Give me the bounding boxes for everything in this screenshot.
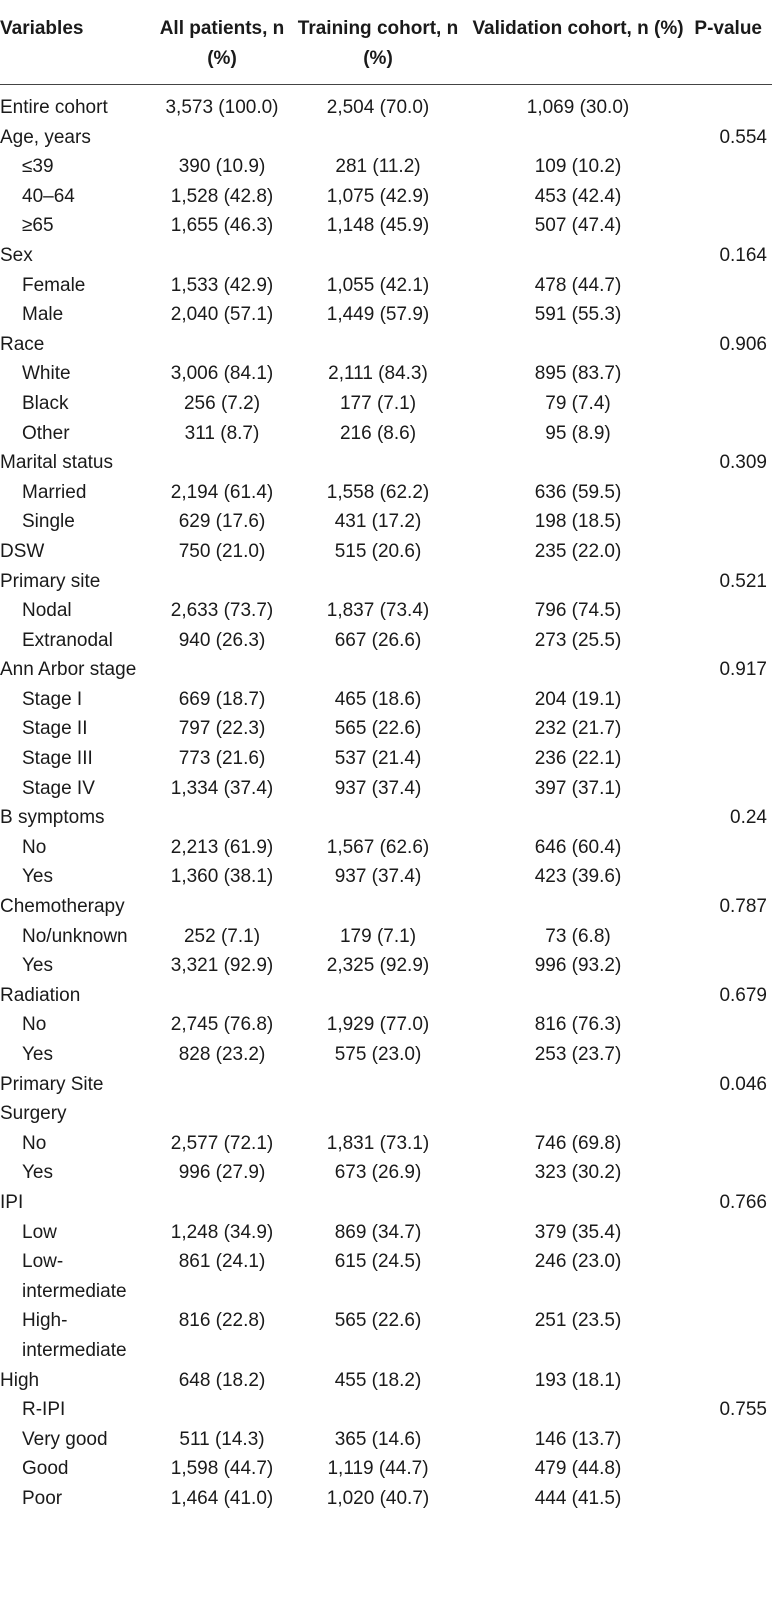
cell-validation-cohort: 232 (21.7)	[534, 718, 622, 740]
cell-p-value	[692, 211, 772, 241]
cell-validation-cohort: 236 (22.1)	[534, 748, 622, 770]
row-label: High	[0, 1369, 40, 1391]
cell-training-cohort: 2,111 (84.3)	[328, 363, 428, 385]
cell-validation-cohort: 273 (25.5)	[534, 629, 622, 651]
table-row	[0, 507, 772, 537]
cell-all-patients	[152, 330, 292, 360]
cell-p-value: 0.521	[719, 570, 767, 592]
row-label: R-IPI	[22, 1399, 66, 1421]
cell-p-value: 0.164	[719, 244, 767, 266]
table-row	[0, 211, 772, 241]
cell-all-patients: 3,573 (100.0)	[165, 97, 279, 118]
cell-all-patients: 311 (8.7)	[184, 422, 260, 444]
cell-all-patients: 252 (7.1)	[183, 925, 261, 947]
row-label: Low-intermediate	[22, 1251, 127, 1302]
cell-all-patients: 1,360 (38.1)	[170, 866, 274, 888]
cell-all-patients: 256 (7.2)	[183, 392, 261, 414]
cell-training-cohort: 1,567 (62.6)	[326, 836, 430, 858]
cell-training-cohort: 431 (17.2)	[334, 511, 422, 533]
cell-p-value	[692, 182, 772, 212]
cell-p-value: 0.766	[719, 1191, 767, 1213]
cell-all-patients	[152, 1070, 292, 1129]
table-row	[0, 1425, 772, 1455]
cell-validation-cohort: 251 (23.5)	[534, 1310, 622, 1332]
cell-validation-cohort: 198 (18.5)	[534, 511, 622, 533]
table-row	[0, 271, 772, 301]
cell-p-value: 0.755	[719, 1399, 767, 1421]
cell-validation-cohort	[464, 241, 692, 271]
cell-validation-cohort: 646 (60.4)	[534, 836, 622, 858]
table-row	[0, 892, 772, 922]
cell-validation-cohort: 397 (37.1)	[534, 777, 622, 799]
cell-validation-cohort: 235 (22.0)	[534, 540, 622, 562]
row-label: Extranodal	[22, 629, 113, 651]
header-p-value: P-value	[692, 0, 772, 85]
table-row	[0, 833, 772, 863]
cell-p-value	[692, 1454, 772, 1484]
row-label: Stage II	[22, 718, 88, 740]
cell-validation-cohort	[464, 448, 692, 478]
cell-p-value	[692, 1484, 772, 1514]
cell-all-patients: 2,577 (72.1)	[170, 1132, 274, 1154]
table-row	[0, 714, 772, 744]
cell-all-patients: 511 (14.3)	[179, 1428, 265, 1450]
cell-all-patients: 1,598 (44.7)	[170, 1458, 274, 1480]
cell-p-value	[692, 478, 772, 508]
cell-all-patients: 861 (24.1)	[178, 1251, 266, 1273]
row-label: Radiation	[0, 984, 81, 1006]
cell-p-value	[692, 1040, 772, 1070]
cell-all-patients: 629 (17.6)	[178, 511, 266, 533]
cell-training-cohort: 216 (8.6)	[339, 422, 417, 444]
cell-training-cohort	[292, 892, 464, 922]
row-label: Stage III	[22, 748, 93, 770]
cell-training-cohort: 365 (14.6)	[334, 1428, 422, 1450]
cell-validation-cohort: 1,069 (30.0)	[526, 97, 630, 118]
cell-validation-cohort: 478 (44.7)	[534, 274, 622, 296]
row-label: Low	[22, 1221, 57, 1243]
table-row	[0, 744, 772, 774]
cell-validation-cohort: 423 (39.6)	[534, 866, 622, 888]
cell-training-cohort	[292, 1070, 464, 1129]
cell-training-cohort: 465 (18.6)	[334, 688, 422, 710]
header-training-cohort: Training cohort, n (%)	[292, 0, 464, 85]
cell-all-patients	[152, 123, 292, 153]
row-label: No	[22, 836, 47, 858]
cell-p-value	[692, 862, 772, 892]
cell-validation-cohort	[464, 803, 692, 833]
cell-p-value	[692, 922, 772, 952]
cell-p-value: 0.906	[719, 333, 767, 355]
row-label: Ann Arbor stage	[0, 659, 137, 681]
cell-validation-cohort: 193 (18.1)	[534, 1369, 622, 1391]
cell-validation-cohort: 591 (55.3)	[534, 304, 622, 326]
cell-validation-cohort: 796 (74.5)	[534, 600, 622, 622]
row-label: ≥65	[22, 215, 54, 237]
cell-p-value	[692, 1010, 772, 1040]
cell-validation-cohort: 479 (44.8)	[534, 1458, 622, 1480]
table-row	[0, 626, 772, 656]
cell-all-patients	[152, 981, 292, 1011]
table-row	[0, 922, 772, 952]
cell-all-patients	[152, 803, 292, 833]
cell-training-cohort: 537 (21.4)	[334, 748, 422, 770]
table-row	[0, 123, 772, 153]
cell-training-cohort	[292, 981, 464, 1011]
cell-p-value: 0.917	[719, 659, 767, 681]
cell-all-patients	[152, 448, 292, 478]
cell-all-patients: 2,194 (61.4)	[170, 481, 274, 503]
row-label: DSW	[0, 540, 45, 562]
row-label: Yes	[22, 955, 53, 977]
cell-all-patients: 2,040 (57.1)	[170, 304, 274, 326]
cell-validation-cohort: 73 (6.8)	[545, 925, 611, 947]
cell-p-value	[692, 596, 772, 626]
row-label: Nodal	[22, 600, 72, 622]
table-row	[0, 152, 772, 182]
cell-training-cohort: 177 (7.1)	[339, 392, 417, 414]
header-validation-cohort: Validation cohort, n (%)	[464, 0, 692, 85]
cell-p-value	[692, 271, 772, 301]
cell-all-patients	[152, 1395, 292, 1425]
cell-training-cohort: 1,449 (57.9)	[326, 304, 430, 326]
cell-all-patients: 750 (21.0)	[178, 540, 266, 562]
table-row	[0, 803, 772, 833]
table-row	[0, 330, 772, 360]
table-row	[0, 182, 772, 212]
table-row	[0, 537, 772, 567]
cell-p-value	[692, 1158, 772, 1188]
cell-all-patients: 648 (18.2)	[178, 1369, 266, 1391]
cell-p-value	[692, 951, 772, 981]
row-label: Primary Site Surgery	[0, 1073, 104, 1125]
row-label: Primary site	[0, 570, 101, 592]
row-label: Age, years	[0, 126, 91, 148]
cell-validation-cohort	[464, 655, 692, 685]
cell-p-value	[692, 389, 772, 419]
cell-training-cohort	[292, 1395, 464, 1425]
cell-validation-cohort: 109 (10.2)	[534, 156, 622, 178]
table-row	[0, 448, 772, 478]
cell-validation-cohort: 444 (41.5)	[534, 1487, 622, 1509]
cell-all-patients: 1,464 (41.0)	[170, 1487, 274, 1509]
cell-all-patients: 816 (22.8)	[178, 1310, 266, 1332]
row-label: Very good	[22, 1428, 108, 1450]
cell-p-value	[692, 152, 772, 182]
cell-all-patients: 1,248 (34.9)	[170, 1221, 274, 1243]
header-all-patients: All patients, n (%)	[152, 0, 292, 85]
cell-all-patients: 828 (23.2)	[178, 1044, 266, 1065]
table-row	[0, 478, 772, 508]
cell-validation-cohort: 95 (8.9)	[545, 422, 611, 444]
cell-training-cohort: 937 (37.4)	[334, 777, 422, 799]
cell-p-value	[692, 1366, 772, 1396]
cell-validation-cohort: 636 (59.5)	[534, 481, 622, 503]
table-row	[0, 1158, 772, 1188]
table-row	[0, 1040, 772, 1070]
table-row	[0, 1247, 772, 1306]
row-label: Chemotherapy	[0, 896, 125, 918]
cell-all-patients	[152, 567, 292, 597]
table-row	[0, 1395, 772, 1425]
cell-validation-cohort: 253 (23.7)	[534, 1044, 622, 1065]
cell-training-cohort: 667 (26.6)	[334, 629, 422, 651]
cell-training-cohort: 575 (23.0)	[334, 1044, 422, 1065]
cell-training-cohort: 1,558 (62.2)	[326, 481, 430, 503]
cell-training-cohort: 565 (22.6)	[334, 718, 422, 740]
cell-validation-cohort	[464, 981, 692, 1011]
cell-training-cohort: 281 (11.2)	[335, 156, 421, 178]
cell-p-value	[692, 714, 772, 744]
row-label: Yes	[22, 866, 53, 888]
cell-p-value	[692, 744, 772, 774]
cell-training-cohort: 869 (34.7)	[334, 1221, 422, 1243]
table-row	[0, 1484, 772, 1514]
cell-training-cohort	[292, 123, 464, 153]
table-row	[0, 1366, 772, 1396]
cell-p-value	[692, 300, 772, 330]
table-row	[0, 1218, 772, 1248]
cell-validation-cohort	[464, 1070, 692, 1129]
cell-p-value	[692, 774, 772, 804]
cell-p-value	[692, 1129, 772, 1159]
cell-validation-cohort	[464, 892, 692, 922]
cell-training-cohort	[292, 330, 464, 360]
row-label: B symptoms	[0, 807, 105, 829]
cell-validation-cohort: 323 (30.2)	[534, 1162, 622, 1184]
table-body	[0, 85, 772, 1514]
cell-all-patients: 797 (22.3)	[178, 718, 266, 740]
cell-validation-cohort: 996 (93.2)	[534, 955, 622, 977]
row-label: Male	[22, 304, 64, 326]
cell-training-cohort	[292, 1188, 464, 1218]
cell-validation-cohort: 204 (19.1)	[534, 688, 622, 710]
cell-all-patients: 1,533 (42.9)	[170, 274, 274, 296]
table-row	[0, 1306, 772, 1365]
cell-p-value: 0.309	[719, 452, 767, 474]
cell-training-cohort: 1,831 (73.1)	[326, 1132, 430, 1154]
cell-training-cohort	[292, 803, 464, 833]
cell-p-value	[692, 537, 772, 567]
row-label: No	[22, 1132, 47, 1154]
cell-all-patients: 1,334 (37.4)	[170, 777, 274, 799]
row-label: Marital status	[0, 452, 113, 474]
cell-all-patients	[152, 241, 292, 271]
cell-p-value	[692, 1306, 772, 1365]
cell-training-cohort: 179 (7.1)	[339, 925, 417, 947]
cell-all-patients: 2,213 (61.9)	[170, 836, 274, 858]
table-row	[0, 862, 772, 892]
cell-training-cohort: 455 (18.2)	[334, 1369, 422, 1391]
header-variables: Variables	[0, 0, 152, 85]
cell-training-cohort	[292, 567, 464, 597]
table-row	[0, 655, 772, 685]
cell-training-cohort: 1,837 (73.4)	[326, 600, 430, 622]
table-row	[0, 951, 772, 981]
row-label: Entire cohort	[0, 97, 108, 118]
cell-validation-cohort	[464, 123, 692, 153]
cell-training-cohort: 615 (24.5)	[334, 1251, 422, 1273]
table-row	[0, 685, 772, 715]
cell-training-cohort	[292, 655, 464, 685]
cell-all-patients: 2,633 (73.7)	[170, 600, 274, 622]
cell-validation-cohort: 746 (69.8)	[534, 1132, 622, 1154]
cell-training-cohort: 1,020 (40.7)	[326, 1487, 430, 1509]
table-row	[0, 419, 772, 449]
cell-validation-cohort: 379 (35.4)	[534, 1221, 622, 1243]
cell-validation-cohort	[464, 567, 692, 597]
cell-all-patients: 390 (10.9)	[178, 156, 266, 178]
row-label: High-intermediate	[22, 1310, 127, 1361]
row-label: Race	[0, 333, 45, 355]
row-label: Yes	[22, 1044, 53, 1065]
cell-training-cohort: 1,075 (42.9)	[326, 185, 430, 207]
cell-p-value	[692, 626, 772, 656]
cell-p-value: 0.554	[719, 126, 767, 148]
cell-all-patients: 1,528 (42.8)	[170, 185, 274, 207]
cell-p-value	[692, 85, 772, 123]
cell-training-cohort: 1,148 (45.9)	[326, 215, 430, 237]
cell-all-patients: 3,006 (84.1)	[170, 363, 274, 385]
row-label: Single	[22, 511, 75, 533]
row-label: Black	[22, 392, 69, 414]
row-label: Stage IV	[22, 777, 95, 799]
cell-all-patients: 940 (26.3)	[178, 629, 266, 651]
cell-training-cohort: 515 (20.6)	[334, 540, 422, 562]
cell-all-patients: 669 (18.7)	[178, 688, 266, 710]
cell-p-value	[692, 1247, 772, 1306]
cell-validation-cohort: 453 (42.4)	[534, 185, 622, 207]
row-label: No	[22, 1014, 47, 1036]
cell-p-value	[692, 833, 772, 863]
cell-training-cohort: 937 (37.4)	[334, 866, 422, 888]
table-row	[0, 596, 772, 626]
cell-training-cohort: 565 (22.6)	[334, 1310, 422, 1332]
table-row	[0, 300, 772, 330]
cell-validation-cohort	[464, 330, 692, 360]
row-label: Poor	[22, 1487, 63, 1509]
table-row	[0, 1454, 772, 1484]
cell-validation-cohort: 507 (47.4)	[534, 215, 622, 237]
cell-p-value	[692, 359, 772, 389]
cell-all-patients	[152, 1188, 292, 1218]
cell-p-value: 0.24	[730, 807, 767, 829]
cell-validation-cohort: 79 (7.4)	[545, 392, 611, 414]
header-row	[0, 0, 772, 85]
table-row	[0, 389, 772, 419]
cell-all-patients: 996 (27.9)	[178, 1162, 266, 1184]
row-label: Yes	[22, 1162, 53, 1184]
table-row	[0, 981, 772, 1011]
cell-p-value: 0.787	[719, 896, 767, 918]
cell-p-value	[692, 419, 772, 449]
cell-validation-cohort: 146 (13.7)	[534, 1428, 622, 1450]
row-label: White	[22, 363, 71, 385]
row-label: Stage I	[22, 688, 83, 710]
cell-all-patients: 1,655 (46.3)	[170, 215, 274, 237]
cell-p-value	[692, 685, 772, 715]
cell-validation-cohort: 895 (83.7)	[534, 363, 622, 385]
cell-all-patients	[152, 892, 292, 922]
row-label: No/unknown	[22, 925, 128, 947]
cell-training-cohort: 673 (26.9)	[334, 1162, 422, 1184]
cell-p-value: 0.679	[719, 984, 767, 1006]
table-row	[0, 241, 772, 271]
cell-training-cohort	[292, 448, 464, 478]
row-label: 40–64	[22, 185, 75, 207]
row-label: Sex	[0, 244, 33, 266]
table-row	[0, 1070, 772, 1129]
cell-p-value	[692, 1218, 772, 1248]
row-label: Good	[22, 1458, 69, 1480]
cell-all-patients	[152, 655, 292, 685]
cell-training-cohort: 1,119 (44.7)	[327, 1458, 429, 1480]
table-row	[0, 1188, 772, 1218]
cell-validation-cohort: 246 (23.0)	[534, 1251, 622, 1273]
cell-all-patients: 773 (21.6)	[178, 748, 266, 770]
cell-validation-cohort	[464, 1188, 692, 1218]
row-label: ≤39	[22, 156, 54, 178]
cell-validation-cohort	[464, 1395, 692, 1425]
table-header	[0, 0, 772, 85]
cell-p-value	[692, 507, 772, 537]
table-row	[0, 567, 772, 597]
cell-validation-cohort: 816 (76.3)	[534, 1014, 622, 1036]
row-label: Married	[22, 481, 87, 503]
cell-all-patients: 3,321 (92.9)	[170, 955, 274, 977]
row-label: Other	[22, 422, 70, 444]
row-label: Female	[22, 274, 86, 296]
table-row	[0, 1129, 772, 1159]
cell-training-cohort	[292, 241, 464, 271]
table-row	[0, 359, 772, 389]
cell-all-patients: 2,745 (76.8)	[170, 1014, 274, 1036]
cell-training-cohort: 1,929 (77.0)	[326, 1014, 430, 1036]
table-row	[0, 774, 772, 804]
cell-p-value	[692, 1425, 772, 1455]
table-row	[0, 1010, 772, 1040]
row-label: IPI	[0, 1191, 24, 1213]
cell-p-value: 0.046	[719, 1073, 767, 1095]
cell-training-cohort: 2,504 (70.0)	[326, 97, 430, 118]
cell-training-cohort: 2,325 (92.9)	[326, 955, 430, 977]
cell-training-cohort: 1,055 (42.1)	[326, 274, 430, 296]
table-row	[0, 85, 772, 123]
